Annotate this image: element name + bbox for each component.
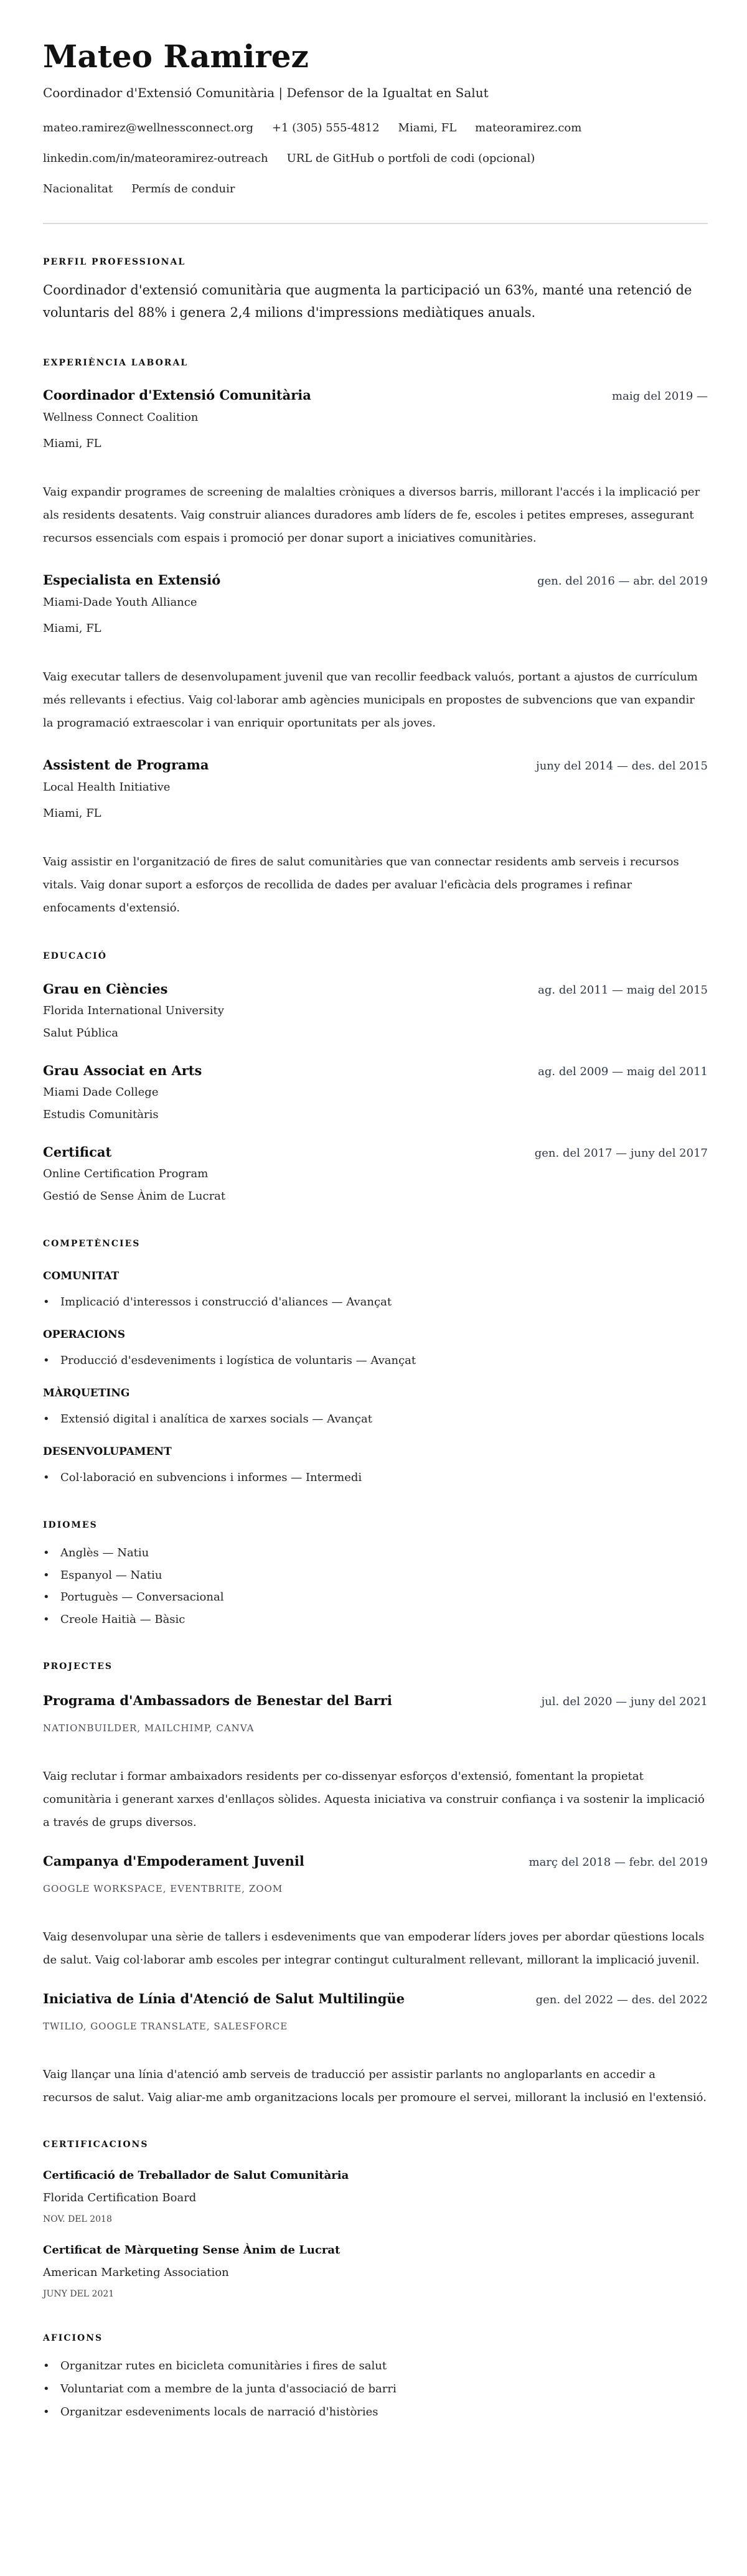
experience-section <box>43 357 708 919</box>
degree-title: Grau en Ciències <box>43 981 168 997</box>
certification-issuer: American Marketing Association <box>43 2266 229 2279</box>
job-date: juny del 2014 — des. del 2015 <box>536 759 708 773</box>
institution: Florida International University <box>43 1004 224 1017</box>
project-title: Campanya d'Empoderament Juvenil <box>43 1853 304 1869</box>
degree-title: Grau Associat en Arts <box>43 1063 202 1078</box>
email-link[interactable]: mateo.ramirez@wellnessconnect.org <box>43 121 253 134</box>
hobby-item: • Organitzar esdeveniments locals de narració d'històries <box>43 2400 708 2423</box>
project-description: Vaig llançar una línia d'atenció amb serveis de traducció per assistir parlants no angloparlants en accedir a recursos de salut. Vaig aliar-me amb organitzacions locals per promoure el servei, millorant la inclusió en l'extensió. <box>43 2068 707 2104</box>
degree-title: Certificat <box>43 1144 112 1160</box>
degree-header <box>43 1143 708 1163</box>
driving-license: Permís de conduir <box>131 182 235 195</box>
hobby-item: • Organitzar rutes en bicicleta comunitàries i fires de salut <box>43 2354 708 2377</box>
job-date: maig del 2019 — <box>612 390 708 403</box>
skill-category: COMUNITAT <box>43 1270 120 1282</box>
job-title: Coordinador d'Extensió Comunitària <box>43 387 311 403</box>
section-heading: AFICIONS <box>43 2333 103 2343</box>
certification-entry <box>43 2242 708 2300</box>
section-heading: EXPERIÈNCIA LABORAL <box>43 358 189 368</box>
contact-row <box>43 151 708 167</box>
job-company: Wellness Connect Coalition <box>43 411 199 424</box>
education-section <box>43 950 708 1205</box>
degree-date: gen. del 2017 — juny del 2017 <box>534 1147 708 1160</box>
project-header <box>43 1691 708 1711</box>
skill-item: • Col·laboració en subvencions i informes — Intermedi <box>43 1470 708 1486</box>
degree-date: ag. del 2009 — maig del 2011 <box>538 1065 708 1078</box>
contact-row <box>43 120 708 136</box>
certification-date: JUNY DEL 2021 <box>43 2289 115 2299</box>
education-entry <box>43 1143 708 1205</box>
job-header <box>43 756 708 776</box>
linkedin-link[interactable]: linkedin.com/in/mateoramirez-outreach <box>43 152 268 165</box>
job-location: Miami, FL <box>43 622 101 635</box>
certification-entry <box>43 2168 708 2226</box>
field-of-study: Gestió de Sense Ànim de Lucrat <box>43 1190 226 1203</box>
resume-header <box>43 37 708 197</box>
field-of-study: Salut Pública <box>43 1027 118 1040</box>
skill-list <box>43 1470 708 1486</box>
skill-item: • Producció d'esdeveniments i logística de voluntaris — Avançat <box>43 1353 708 1369</box>
project-date: març del 2018 — febr. del 2019 <box>529 1856 708 1869</box>
degree-header <box>43 1061 708 1081</box>
skill-category: DESENVOLUPAMENT <box>43 1445 172 1458</box>
language-item: • Anglès — Natiu <box>43 1542 708 1564</box>
candidate-name: Mateo Ramirez <box>43 38 309 75</box>
section-heading: CERTIFICACIONS <box>43 2140 149 2150</box>
hobbies-section <box>43 2332 708 2423</box>
project-title: Iniciativa de Línia d'Atenció de Salut Multilingüe <box>43 1991 405 2006</box>
project-title: Programa d'Ambassadors de Benestar del Barri <box>43 1693 392 1708</box>
summary-section <box>43 256 708 324</box>
section-heading: EDUCACIÓ <box>43 951 107 961</box>
contact-row <box>43 181 708 197</box>
project-date: jul. del 2020 — juny del 2021 <box>541 1695 708 1708</box>
job-title: Especialista en Extensió <box>43 572 221 588</box>
skill-group <box>43 1269 708 1310</box>
field-of-study: Estudis Comunitàris <box>43 1108 159 1121</box>
section-heading: PERFIL PROFESSIONAL <box>43 257 186 267</box>
languages-section <box>43 1519 708 1630</box>
nationality: Nacionalitat <box>43 182 113 195</box>
job-location: Miami, FL <box>43 437 101 450</box>
language-item: • Portuguès — Conversacional <box>43 1586 708 1609</box>
degree-date: ag. del 2011 — maig del 2015 <box>538 984 708 997</box>
job-description: Vaig assistir en l'organització de fires de salut comunitàries que van connectar residents amb serveis i recursos vitals. Vaig donar suport a esforços de recollida de dades per avaluar l'eficàcia dels programes i refinar enfocaments d'extensió. <box>43 855 679 914</box>
location: Miami, FL <box>398 121 457 134</box>
job-header <box>43 386 708 406</box>
hobby-item: • Voluntariat com a membre de la junta d'associació de barri <box>43 2377 708 2400</box>
projects-section <box>43 1660 708 2109</box>
job-description: Vaig executar tallers de desenvolupament juvenil que van recollir feedback valuós, portant a ajustos de currículum més rellevants i efectius. Vaig col·laborar amb agències municipals en propostes de subvencions que van expandir la programació extraescolar i van enriquir oportunitats per als joves. <box>43 670 698 730</box>
project-description: Vaig reclutar i formar ambaixadors residents per co-dissenyar esforços d'extensió, fomentant la propietat comunitària i generant xarxes d'enllaços sòlides. Aquesta iniciativa va construir confiança i va sostenir la implicació a través de grups diversos. <box>43 1770 705 1829</box>
job-company: Miami-Dade Youth Alliance <box>43 596 197 609</box>
section-heading: PROJECTES <box>43 1662 113 1671</box>
skill-list <box>43 1294 708 1310</box>
website-link[interactable]: mateoramirez.com <box>475 121 582 134</box>
project-entry <box>43 1990 708 2109</box>
skill-group <box>43 1327 708 1369</box>
skill-list <box>43 1353 708 1369</box>
skill-item: • Implicació d'interessos i construcció d'aliances — Avançat <box>43 1294 708 1310</box>
job-company: Local Health Initiative <box>43 781 171 794</box>
language-item: • Espanyol — Natiu <box>43 1564 708 1587</box>
education-entry <box>43 980 708 1041</box>
project-entry <box>43 1691 708 1834</box>
project-tech-stack: NATIONBUILDER, MAILCHIMP, CANVA <box>43 1723 255 1734</box>
project-header <box>43 1990 708 2010</box>
language-item: • Creole Haitià — Bàsic <box>43 1609 708 1631</box>
education-entry <box>43 1061 708 1123</box>
job-description: Vaig expandir programes de screening de malalties cròniques a diversos barris, millorant l'accés i la implicació per als residents desatents. Vaig construir aliances duradores amb líders de fe, escoles i petites empreses, assegurant recursos essencials com espais i promoció per donar suport a iniciatives comunitàries. <box>43 486 700 545</box>
institution: Online Certification Program <box>43 1167 209 1180</box>
skill-group <box>43 1386 708 1427</box>
project-tech-stack: TWILIO, GOOGLE TRANSLATE, SALESFORCE <box>43 2021 288 2032</box>
job-entry <box>43 571 708 735</box>
phone: +1 (305) 555-4812 <box>271 121 380 134</box>
project-header <box>43 1852 708 1872</box>
skill-item: • Extensió digital i analítica de xarxes socials — Avançat <box>43 1411 708 1427</box>
certification-title: Certificació de Treballador de Salut Comunitària <box>43 2169 349 2182</box>
project-description: Vaig desenvolupar una sèrie de tallers i esdeveniments que van empoderar líders joves per abordar qüestions locals de salut. Vaig col·laborar amb escoles per integrar contingut culturalment rellevant, millorant la implicació juvenil. <box>43 1930 705 1967</box>
skill-category: OPERACIONS <box>43 1328 125 1341</box>
certification-date: NOV. DEL 2018 <box>43 2214 112 2224</box>
section-heading: IDIOMES <box>43 1520 98 1530</box>
project-date: gen. del 2022 — des. del 2022 <box>535 1993 708 2006</box>
certifications-section <box>43 2138 708 2300</box>
skill-list <box>43 1411 708 1427</box>
skill-category: MÀRQUETING <box>43 1387 130 1399</box>
section-heading: COMPETÈNCIES <box>43 1239 141 1249</box>
job-header <box>43 571 708 591</box>
skill-group <box>43 1444 708 1486</box>
job-location: Miami, FL <box>43 807 101 820</box>
skills-section <box>43 1238 708 1486</box>
institution: Miami Dade College <box>43 1086 159 1099</box>
summary-text: Coordinador d'extensió comunitària que augmenta la participació un 63%, manté una retenció de voluntaris del 88% i genera 2,4 milions d'impressions mediàtiques anuals. <box>43 283 692 320</box>
job-entry <box>43 756 708 919</box>
headline: Coordinador d'Extensió Comunitària | Defensor de la Igualtat en Salut <box>43 85 489 100</box>
project-tech-stack: GOOGLE WORKSPACE, EVENTBRITE, ZOOM <box>43 1883 283 1894</box>
github-link[interactable]: URL de GitHub o portfoli de codi (opcional) <box>286 152 535 165</box>
degree-header <box>43 980 708 1000</box>
job-date: gen. del 2016 — abr. del 2019 <box>537 575 708 588</box>
header-divider <box>43 223 708 224</box>
certification-issuer: Florida Certification Board <box>43 2191 197 2204</box>
certification-title: Certificat de Màrqueting Sense Ànim de Lucrat <box>43 2244 341 2257</box>
job-entry <box>43 386 708 550</box>
project-entry <box>43 1852 708 1972</box>
job-title: Assistent de Programa <box>43 757 209 773</box>
